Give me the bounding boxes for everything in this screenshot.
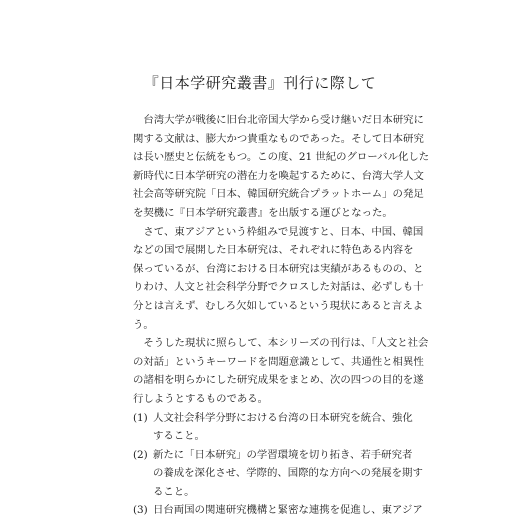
- text-line: 新時代に日本学研究の潜在力を喚起するために、台湾大学人文: [133, 167, 383, 186]
- page-title: 『日本学研究叢書』刊行に際して: [0, 72, 520, 93]
- text-line: の養成を深化させ、学際的、国際的な方向への発展を期す: [153, 464, 423, 483]
- paragraph: [133, 111, 383, 223]
- text-line: は長い歴史と伝統をもつ。この度、21 世紀のグローバル化した: [133, 148, 383, 167]
- paragraph: [133, 334, 383, 408]
- text-line: 行しようとするものである。: [133, 390, 383, 409]
- list-number: (1): [133, 409, 153, 446]
- text-line: すること。: [153, 427, 413, 446]
- text-line: 人文社会科学分野における台湾の日本研究を統合、強化: [153, 409, 413, 428]
- list-item: [133, 409, 383, 446]
- paragraph: [133, 223, 383, 335]
- numbered-list: [133, 409, 383, 520]
- text-line: う。: [133, 316, 383, 335]
- text-line: を契機に『日本学研究叢書』を出版する運びとなった。: [133, 204, 383, 223]
- text-line: 分とは言えず、むしろ欠如しているという現状にあると言えよ: [133, 297, 383, 316]
- text-line: 社会高等研究院「日本、韓国研究統合プラットホーム」の発足: [133, 185, 383, 204]
- list-number: (3): [133, 501, 153, 520]
- text-line: 保っているが、台湾における日本研究は実績があるものの、と: [133, 260, 383, 279]
- text-line: の対話」というキーワードを問題意識として、共通性と相異性: [133, 353, 383, 372]
- text-line: りわけ、人文と社会科学分野でクロスした対話は、必ずしも十: [133, 278, 383, 297]
- text-line: などの国で展開した日本研究は、それぞれに特色ある内容を: [133, 241, 383, 260]
- text-line: の諸相を明らかにした研究成果をまとめ、次の四つの目的を遂: [133, 371, 383, 390]
- text-line: 日台両国の関連研究機構と緊密な連携を促進し、東アジア: [153, 501, 423, 520]
- document-body: [133, 111, 383, 520]
- text-line: 新たに「日本研究」の学習環境を切り拓き、若手研究者: [153, 446, 423, 465]
- text-line: さて、東アジアという枠組みで見渡すと、日本、中国、韓国: [133, 223, 383, 242]
- list-item: [133, 446, 383, 502]
- text-line: 台湾大学が戦後に旧台北帝国大学から受け継いだ日本研究に: [133, 111, 383, 130]
- text-line: ること。: [153, 483, 423, 502]
- text-line: そうした現状に照らして、本シリーズの刊行は、「人文と社会: [133, 334, 383, 353]
- list-item: [133, 501, 383, 520]
- text-line: 関する文献は、膨大かつ貴重なものであった。そして日本研究: [133, 130, 383, 149]
- list-number: (2): [133, 446, 153, 502]
